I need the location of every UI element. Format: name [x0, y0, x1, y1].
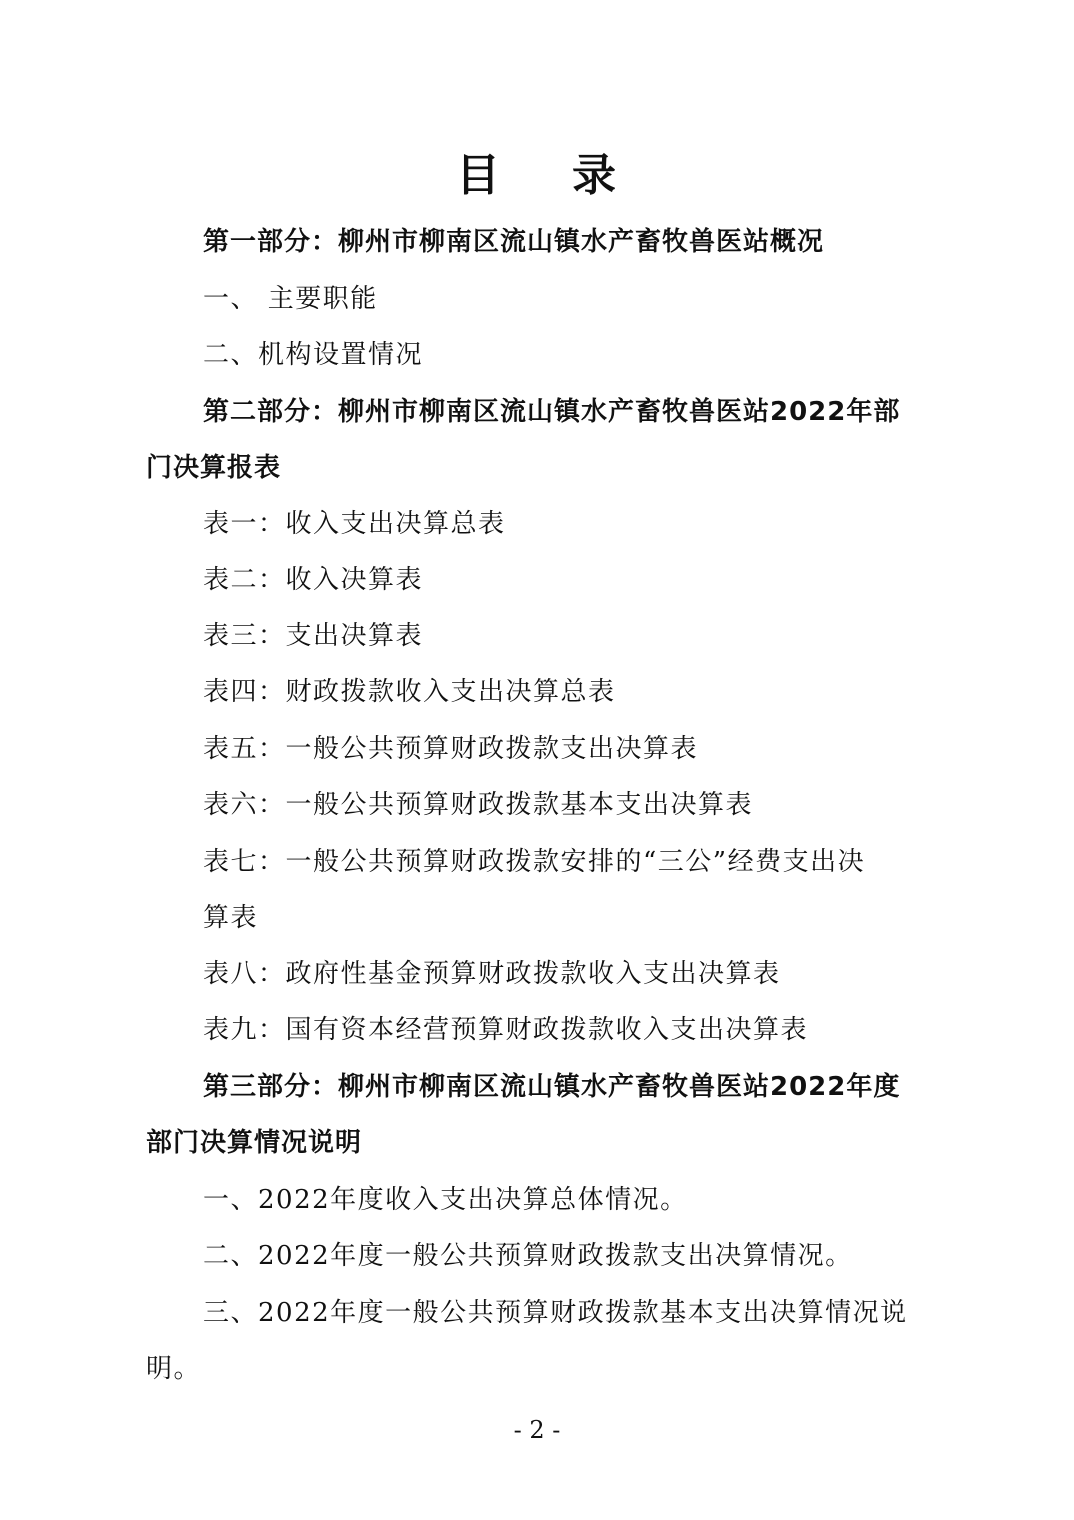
- part2-heading-line2: 门决算报表: [146, 453, 282, 483]
- toc-item: 表三：支出决算表: [203, 621, 424, 651]
- toc-item: 表二：收入决算表: [203, 565, 424, 595]
- toc-item: 三、2022年度一般公共预算财政拨款基本支出决算情况说: [203, 1298, 908, 1328]
- toc-item: 一、2022年度收入支出决算总体情况。: [203, 1185, 688, 1215]
- part2-heading-line1: 第二部分：柳州市柳南区流山镇水产畜牧兽医站2022年部: [203, 397, 901, 427]
- part1-heading: 第一部分：柳州市柳南区流山镇水产畜牧兽医站概况: [203, 227, 825, 257]
- toc-item: 一、 主要职能: [203, 284, 378, 314]
- toc-item: 表五：一般公共预算财政拨款支出决算表: [203, 734, 699, 764]
- toc-item: 表四：财政拨款收入支出决算总表: [203, 677, 616, 707]
- title-part-1: 目: [456, 150, 502, 201]
- toc-item: 表七：一般公共预算财政拨款安排的“三公”经费支出决: [203, 847, 866, 877]
- toc-item: 表一：收入支出决算总表: [203, 509, 506, 539]
- toc-item: 二、机构设置情况: [203, 340, 424, 370]
- page-title: [0, 150, 1074, 202]
- toc-item: 二、2022年度一般公共预算财政拨款支出决算情况。: [203, 1241, 853, 1271]
- toc-item-continued: 明。: [146, 1354, 202, 1384]
- title-part-2: 录: [572, 150, 618, 201]
- page-number: - 2 -: [513, 1416, 561, 1444]
- part3-heading-line1: 第三部分：柳州市柳南区流山镇水产畜牧兽医站2022年度: [203, 1072, 901, 1102]
- toc-item-continued: 算表: [203, 903, 259, 933]
- part3-heading-line2: 部门决算情况说明: [146, 1128, 363, 1158]
- toc-item: 表九：国有资本经营预算财政拨款收入支出决算表: [203, 1015, 809, 1045]
- toc-item: 表六：一般公共预算财政拨款基本支出决算表: [203, 790, 754, 820]
- toc-item: 表八：政府性基金预算财政拨款收入支出决算表: [203, 959, 781, 989]
